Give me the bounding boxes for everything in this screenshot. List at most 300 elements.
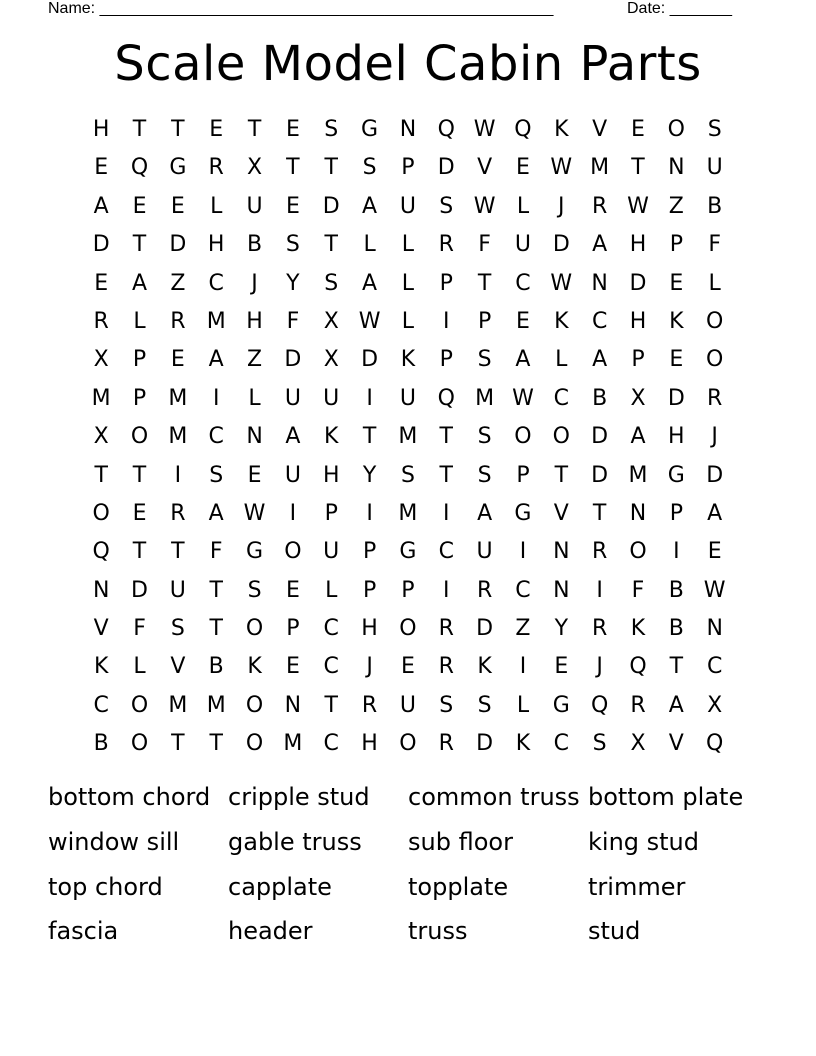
- grid-letter: C: [323, 731, 339, 757]
- grid-letter: U: [284, 385, 301, 411]
- grid-letter: Q: [437, 385, 455, 411]
- grid-letter: F: [708, 232, 721, 258]
- grid-letter: V: [668, 731, 684, 757]
- grid-letter: P: [132, 385, 147, 411]
- grid-letter: N: [629, 500, 647, 526]
- grid-letter: D: [284, 347, 302, 373]
- grid-letter: F: [631, 577, 645, 603]
- grid-letter: U: [246, 193, 263, 219]
- grid-letter: P: [132, 347, 147, 373]
- grid-letter: I: [289, 500, 297, 526]
- grid-letter: T: [362, 424, 377, 450]
- grid-letter: H: [668, 424, 685, 450]
- grid-letter: T: [324, 232, 338, 258]
- grid-letter: S: [707, 117, 722, 142]
- grid-letter: D: [591, 462, 609, 488]
- grid-letter: O: [667, 117, 685, 142]
- grid-letter: R: [208, 155, 224, 181]
- grid-letter: X: [707, 692, 723, 718]
- grid-letter: L: [516, 193, 530, 219]
- grid-letter: U: [284, 462, 301, 488]
- word-list-item: truss: [408, 917, 468, 946]
- grid-letter: H: [322, 462, 340, 488]
- grid-letter: L: [210, 193, 223, 219]
- grid-letter: R: [591, 539, 608, 565]
- grid-letter: E: [707, 539, 722, 565]
- grid-letter: R: [170, 308, 186, 334]
- grid-letter: X: [630, 385, 646, 411]
- grid-letter: E: [94, 270, 109, 296]
- grid-letter: E: [631, 117, 645, 142]
- grid-letter: P: [362, 577, 377, 603]
- grid-letter: H: [629, 232, 647, 258]
- grid-letter: W: [703, 577, 726, 603]
- grid-letter: E: [285, 577, 300, 603]
- grid-letter: O: [706, 347, 724, 373]
- grid-letter: S: [439, 193, 454, 219]
- word-list-item: window sill: [48, 827, 180, 856]
- grid-letter: T: [439, 462, 453, 488]
- grid-letter: H: [92, 117, 110, 142]
- grid-letter: D: [92, 232, 110, 258]
- grid-letter: G: [514, 500, 532, 526]
- grid-letter: E: [669, 347, 684, 373]
- grid-letter: K: [477, 654, 492, 680]
- grid-letter: W: [550, 270, 573, 296]
- grid-letter: M: [398, 500, 418, 526]
- grid-letter: A: [362, 193, 378, 219]
- word-list-item: king stud: [588, 827, 699, 856]
- grid-letter: C: [515, 270, 531, 296]
- grid-letter: W: [512, 385, 534, 411]
- grid-letter: I: [443, 577, 450, 603]
- grid-letter: E: [516, 155, 530, 181]
- grid-letter: M: [628, 462, 648, 488]
- grid-letter: A: [668, 692, 684, 718]
- grid-letter: P: [362, 539, 377, 565]
- grid-letter: Q: [130, 155, 149, 181]
- grid-letter: W: [627, 193, 649, 219]
- grid-letter: U: [476, 539, 493, 565]
- page-title: Scale Model Cabin Parts: [114, 36, 702, 92]
- grid-letter: S: [400, 462, 415, 488]
- grid-letter: D: [667, 385, 685, 411]
- grid-letter: P: [401, 577, 415, 603]
- grid-letter: C: [93, 692, 109, 718]
- grid-letter: T: [209, 616, 223, 642]
- grid-letter: K: [515, 731, 531, 757]
- grid-letter: K: [554, 308, 569, 334]
- grid-letter: H: [207, 232, 225, 258]
- grid-letter: X: [93, 424, 109, 450]
- grid-letter: N: [706, 616, 723, 642]
- grid-letter: Q: [92, 539, 110, 565]
- word-list-item: top chord: [48, 872, 163, 901]
- worksheet-header: [48, 0, 748, 20]
- grid-letter: A: [592, 347, 608, 373]
- grid-letter: C: [515, 577, 531, 603]
- grid-letter: S: [170, 616, 185, 642]
- grid-letter: M: [91, 385, 111, 411]
- grid-letter: T: [592, 500, 607, 526]
- grid-letter: P: [439, 270, 453, 296]
- grid-letter: E: [132, 500, 147, 526]
- grid-letter: W: [550, 155, 573, 181]
- grid-letter: H: [246, 308, 263, 334]
- grid-letter: E: [400, 654, 415, 680]
- grid-letter: M: [168, 692, 188, 718]
- grid-letter: Q: [629, 654, 647, 680]
- grid-letter: E: [132, 193, 147, 219]
- grid-letter: P: [401, 155, 415, 181]
- grid-letter: Y: [554, 616, 569, 642]
- grid-letter: I: [366, 385, 373, 411]
- grid-letter: R: [438, 232, 454, 258]
- grid-letter: M: [590, 155, 610, 181]
- grid-letter: M: [398, 424, 418, 450]
- grid-letter: T: [324, 155, 338, 181]
- grid-letter: N: [591, 270, 608, 296]
- grid-letter: A: [630, 424, 646, 450]
- grid-letter: D: [437, 155, 455, 181]
- grid-letter: U: [399, 193, 416, 219]
- grid-letter: L: [401, 270, 415, 296]
- grid-letter: T: [94, 462, 108, 488]
- grid-letter: F: [209, 539, 223, 565]
- grid-letter: G: [246, 539, 264, 565]
- grid-letter: F: [286, 308, 300, 334]
- grid-letter: X: [323, 308, 339, 334]
- grid-letter: A: [208, 347, 224, 373]
- word-list-item: bottom chord: [48, 783, 211, 811]
- grid-letter: O: [245, 692, 264, 718]
- grid-letter: T: [132, 462, 147, 488]
- grid-letter: B: [668, 577, 684, 603]
- grid-letter: V: [553, 500, 569, 526]
- grid-letter: O: [552, 424, 570, 450]
- grid-letter: G: [361, 117, 379, 142]
- grid-letter: G: [169, 155, 187, 181]
- grid-letter: S: [324, 270, 339, 296]
- grid-letter: U: [399, 385, 416, 411]
- grid-letter: E: [285, 193, 300, 219]
- grid-letter: D: [476, 616, 494, 642]
- grid-letter: O: [284, 539, 302, 565]
- grid-letter: U: [399, 692, 416, 718]
- grid-letter: B: [93, 731, 109, 757]
- grid-letter: S: [285, 232, 300, 258]
- grid-letter: R: [591, 193, 608, 219]
- grid-letter: A: [515, 347, 531, 373]
- grid-letter: B: [707, 193, 723, 219]
- grid-letter: P: [516, 462, 530, 488]
- grid-letter: K: [669, 308, 684, 334]
- grid-letter: O: [399, 616, 417, 642]
- grid-letter: K: [247, 654, 262, 680]
- grid-letter: Z: [247, 347, 263, 373]
- grid-letter: D: [629, 270, 647, 296]
- grid-letter: U: [169, 577, 186, 603]
- grid-letter: D: [706, 462, 724, 488]
- grid-letter: P: [631, 347, 645, 373]
- grid-letter: D: [361, 347, 379, 373]
- grid-letter: T: [132, 232, 147, 258]
- grid-letter: R: [707, 385, 723, 411]
- grid-letter: S: [477, 462, 492, 488]
- grid-letter: L: [401, 232, 415, 258]
- grid-letter: L: [555, 347, 568, 373]
- grid-letter: P: [286, 616, 300, 642]
- grid-letter: E: [247, 462, 262, 488]
- grid-letter: W: [473, 193, 496, 219]
- grid-letter: N: [246, 424, 263, 450]
- grid-letter: L: [516, 692, 530, 718]
- grid-letter: V: [477, 155, 493, 181]
- grid-letter: B: [668, 616, 684, 642]
- grid-letter: R: [630, 692, 646, 718]
- grid-letter: W: [243, 500, 266, 526]
- grid-letter: K: [554, 117, 569, 142]
- grid-letter: I: [443, 500, 450, 526]
- grid-letter: M: [206, 692, 226, 718]
- word-list-item: capplate: [228, 872, 332, 901]
- word-list-item: topplate: [408, 872, 509, 901]
- grid-letter: B: [247, 232, 263, 258]
- grid-letter: N: [399, 117, 417, 142]
- grid-letter: Z: [170, 270, 186, 296]
- grid-letter: S: [477, 424, 492, 450]
- word-list-item: common truss: [408, 783, 580, 811]
- word-list-item: cripple stud: [228, 783, 370, 811]
- grid-letter: R: [438, 731, 454, 757]
- grid-letter: S: [477, 347, 492, 373]
- grid-letter: H: [629, 308, 647, 334]
- grid-letter: N: [553, 577, 570, 603]
- grid-letter: T: [209, 731, 223, 757]
- grid-letter: A: [592, 232, 608, 258]
- grid-letter: O: [245, 731, 264, 757]
- grid-letter: Z: [668, 193, 684, 219]
- grid-letter: H: [361, 731, 378, 757]
- grid-letter: S: [439, 692, 454, 718]
- grid-letter: D: [591, 424, 609, 450]
- grid-letter: L: [325, 577, 338, 603]
- grid-letter: T: [171, 117, 185, 142]
- grid-letter: J: [711, 424, 718, 450]
- grid-letter: R: [476, 577, 493, 603]
- grid-letter: T: [132, 539, 147, 565]
- grid-letter: T: [132, 117, 147, 142]
- grid-letter: A: [285, 424, 301, 450]
- grid-letter: N: [92, 577, 110, 603]
- grid-letter: S: [324, 117, 339, 142]
- grid-letter: T: [631, 155, 645, 181]
- grid-letter: E: [285, 654, 300, 680]
- grid-letter: I: [519, 654, 527, 680]
- grid-letter: U: [323, 385, 340, 411]
- grid-letter: M: [206, 308, 226, 334]
- letter-grid: [82, 111, 734, 764]
- grid-letter: T: [554, 462, 569, 488]
- grid-letter: A: [477, 500, 493, 526]
- grid-letter: C: [706, 654, 723, 680]
- grid-letter: T: [477, 270, 492, 296]
- grid-letter: T: [209, 577, 223, 603]
- grid-letter: I: [174, 462, 182, 488]
- grid-letter: B: [208, 654, 224, 680]
- grid-letter: F: [133, 616, 146, 642]
- grid-letter: E: [554, 654, 569, 680]
- grid-letter: R: [93, 308, 109, 334]
- grid-letter: S: [477, 692, 492, 718]
- grid-letter: G: [667, 462, 685, 488]
- grid-letter: C: [208, 424, 224, 450]
- grid-letter: V: [93, 616, 109, 642]
- grid-letter: O: [399, 731, 417, 757]
- grid-letter: C: [553, 731, 569, 757]
- grid-letter: I: [673, 539, 680, 565]
- word-list-item: fascia: [48, 917, 119, 946]
- grid-letter: Z: [515, 616, 531, 642]
- grid-letter: V: [170, 654, 186, 680]
- grid-letter: T: [247, 117, 262, 142]
- word-list-item: bottom plate: [588, 783, 744, 811]
- grid-letter: O: [130, 692, 149, 718]
- grid-letter: U: [514, 232, 531, 258]
- grid-letter: O: [130, 731, 149, 757]
- word-list-item: sub floor: [408, 827, 513, 856]
- grid-letter: E: [94, 155, 109, 181]
- grid-letter: E: [516, 308, 530, 334]
- grid-letter: H: [361, 616, 378, 642]
- grid-letter: K: [324, 424, 339, 450]
- grid-letter: N: [553, 539, 570, 565]
- grid-letter: Y: [286, 270, 300, 296]
- grid-letter: E: [285, 117, 300, 142]
- grid-letter: R: [591, 616, 608, 642]
- word-list-item: header: [228, 917, 313, 946]
- grid-letter: O: [514, 424, 532, 450]
- grid-letter: D: [169, 232, 187, 258]
- grid-letter: V: [592, 117, 608, 142]
- grid-letter: I: [443, 308, 450, 334]
- grid-letter: T: [171, 731, 185, 757]
- grid-letter: J: [366, 654, 373, 680]
- grid-letter: G: [552, 692, 570, 718]
- word-list-item: stud: [588, 917, 641, 946]
- grid-letter: J: [251, 270, 258, 296]
- grid-letter: L: [708, 270, 721, 296]
- grid-letter: I: [596, 577, 603, 603]
- grid-letter: M: [475, 385, 495, 411]
- grid-letter: L: [363, 232, 376, 258]
- grid-letter: A: [208, 500, 224, 526]
- grid-letter: E: [669, 270, 684, 296]
- grid-letter: E: [170, 193, 185, 219]
- grid-letter: Q: [706, 731, 724, 757]
- grid-letter: D: [131, 577, 148, 603]
- grid-letter: X: [630, 731, 646, 757]
- grid-letter: F: [478, 232, 491, 258]
- grid-letter: Q: [590, 692, 609, 718]
- grid-letter: M: [168, 385, 188, 411]
- grid-letter: P: [324, 500, 338, 526]
- grid-letter: M: [168, 424, 188, 450]
- grid-letter: W: [473, 117, 496, 142]
- grid-letter: A: [362, 270, 378, 296]
- grid-letter: A: [707, 500, 723, 526]
- grid-letter: C: [438, 539, 454, 565]
- grid-letter: B: [592, 385, 608, 411]
- grid-letter: D: [322, 193, 340, 219]
- grid-letter: U: [706, 155, 723, 181]
- word-list-item: trimmer: [588, 872, 686, 901]
- grid-letter: R: [170, 500, 186, 526]
- grid-letter: O: [629, 539, 647, 565]
- grid-letter: R: [438, 616, 454, 642]
- grid-letter: J: [596, 654, 603, 680]
- grid-letter: A: [131, 270, 148, 296]
- date-field-label: Date: _______: [627, 0, 732, 17]
- grid-letter: S: [247, 577, 262, 603]
- grid-letter: Y: [362, 462, 377, 488]
- grid-letter: G: [399, 539, 417, 565]
- grid-letter: L: [248, 385, 261, 411]
- grid-letter: O: [245, 616, 264, 642]
- grid-letter: I: [366, 500, 373, 526]
- grid-letter: L: [133, 308, 146, 334]
- grid-letter: Q: [437, 117, 455, 142]
- grid-letter: O: [92, 500, 110, 526]
- grid-letter: K: [630, 616, 646, 642]
- grid-letter: P: [477, 308, 492, 334]
- grid-letter: X: [323, 347, 339, 373]
- grid-letter: D: [552, 232, 570, 258]
- grid-letter: S: [362, 155, 377, 181]
- grid-letter: O: [706, 308, 724, 334]
- grid-letter: A: [93, 193, 109, 219]
- word-list: [48, 778, 788, 957]
- grid-letter: T: [439, 424, 453, 450]
- name-field-label: Name: ___________________________________________________: [48, 0, 554, 17]
- grid-letter: S: [592, 731, 607, 757]
- grid-letter: P: [669, 232, 683, 258]
- grid-letter: U: [323, 539, 340, 565]
- grid-letter: R: [438, 654, 454, 680]
- grid-letter: P: [439, 347, 453, 373]
- grid-letter: I: [519, 539, 527, 565]
- grid-letter: W: [358, 308, 381, 334]
- grid-letter: C: [208, 270, 224, 296]
- grid-letter: K: [93, 654, 109, 680]
- grid-letter: C: [591, 308, 608, 334]
- word-list-item: gable truss: [228, 827, 362, 856]
- grid-letter: I: [212, 385, 220, 411]
- grid-letter: M: [283, 731, 303, 757]
- grid-letter: Q: [514, 117, 532, 142]
- grid-letter: L: [401, 308, 415, 334]
- grid-letter: C: [553, 385, 569, 411]
- grid-letter: D: [476, 731, 494, 757]
- grid-letter: T: [286, 155, 300, 181]
- grid-letter: J: [558, 193, 565, 219]
- grid-letter: T: [324, 692, 338, 718]
- grid-letter: C: [323, 616, 339, 642]
- grid-letter: T: [669, 654, 684, 680]
- grid-letter: X: [93, 347, 109, 373]
- grid-letter: E: [170, 347, 185, 373]
- grid-letter: R: [361, 692, 378, 718]
